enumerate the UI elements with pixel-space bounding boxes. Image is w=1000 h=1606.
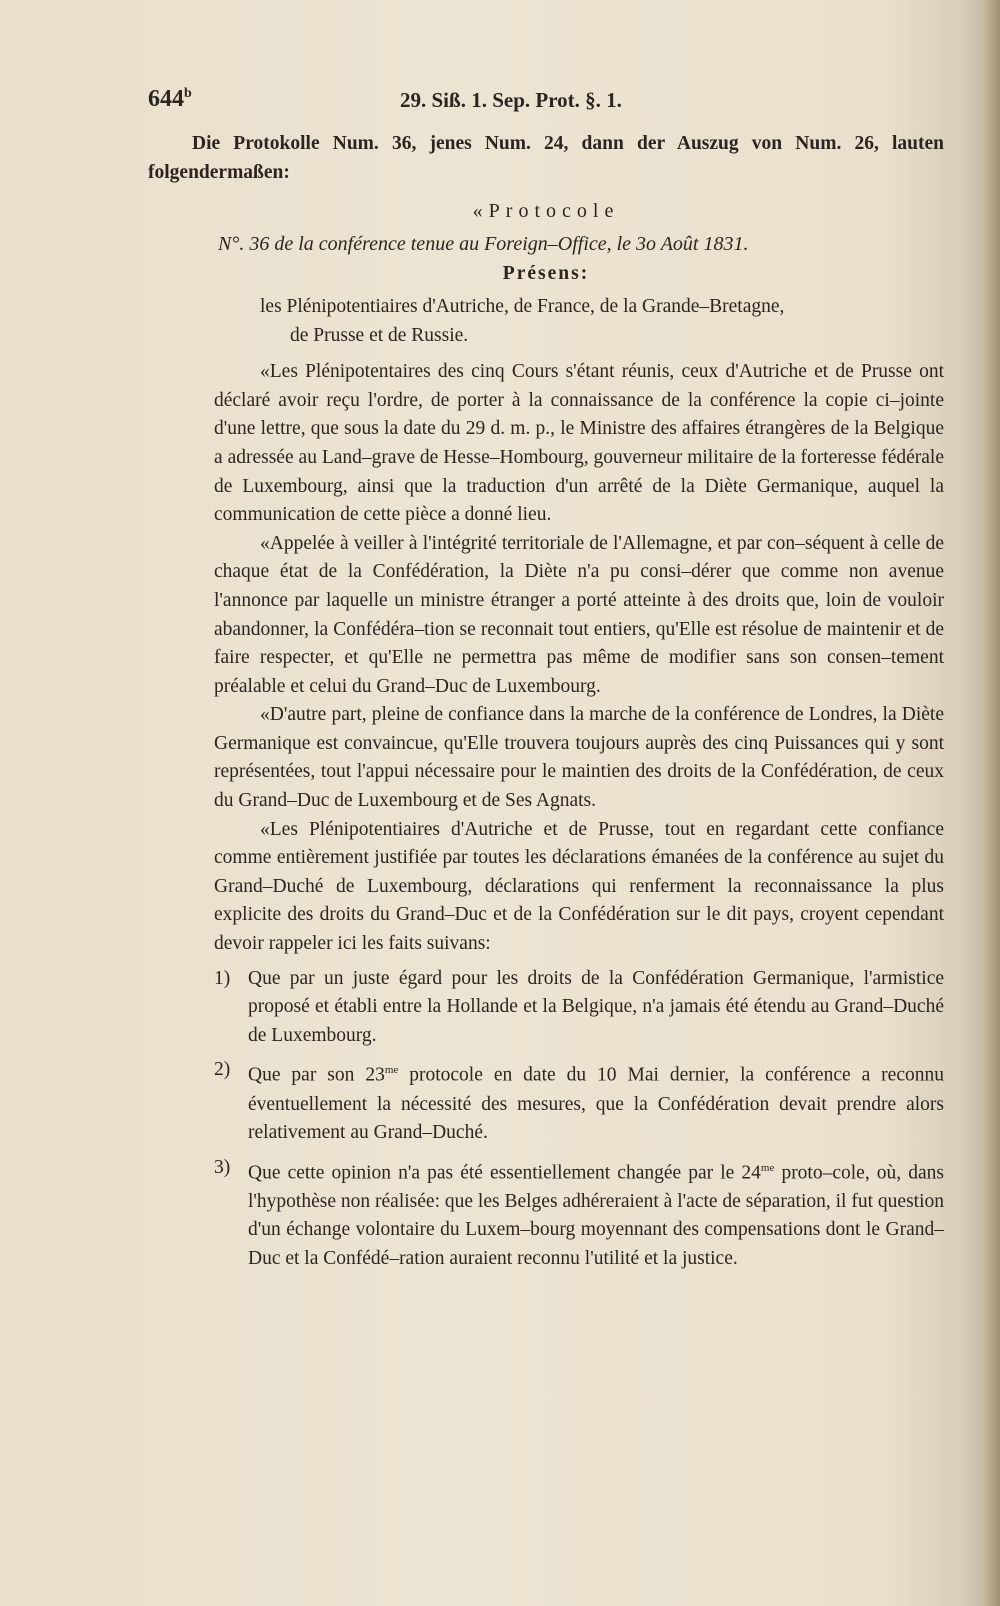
presens-heading: Présens:	[502, 263, 590, 285]
attendees-list	[260, 293, 944, 350]
paragraph: «Appelée à veiller à l'intégrité territoriale de l'Allemagne, et par con–séquent à celle de chaque état de la Confédération, la Diète n'a pu consi–dérer que comme non avenue l'annonce par laquelle un ministre étranger a porté atteinte à des droits que, loin de vouloir abandonner, la Confédéra–tion se reconnait tout entiers, qu'Elle est résolue de maintenir et de faire respecter, et qu'Elle ne permettra pas même de modifier sans son consen–tement préalable et celui du Grand–Duc de Luxembourg.	[214, 532, 944, 697]
paragraph: «Les Plénipotentiaires d'Autriche et de Prusse, tout en regardant cette confiance comme entièrement justifiée par toutes les déclarations émanées de la conférence au sujet du Grand–Duché de Luxembourg, déclarations qui renferment la reconnaissance la plus explicite des droits du Grand–Duc et de la Confédération sur le dit pays, croyent cependant devoir rappeler ici les faits suivans:	[214, 818, 944, 955]
list-item-text: Que par un juste égard pour les droits de la Confédération Germanique, l'armistice proposé et établi entre la Hollande et la Belgique, n'a jamais été étendu au Grand–Duché de Luxembourg.	[248, 967, 944, 1046]
page-number: 644$^b$	[148, 86, 192, 112]
body-text	[148, 130, 944, 1280]
list-item-text: Que cette opinion n'a pas été essentiellement changée par le $24^{me}$ proto–cole, où, dans l'hypothèse non réalisée: que les Belges adhéreraient à l'acte de séparation, il fut question d'un échange volontaire du Luxem–bourg moyennant des compensations dont le Grand–Duc et la Confédé–ration auraient reconnu l'utilité et la justice.	[248, 1161, 944, 1269]
list-item-number: 1)	[214, 967, 231, 989]
attendees-line-2: de Prusse et de Russie.	[290, 324, 469, 346]
page-edge	[982, 0, 1000, 1606]
page-number-suffix: b	[184, 86, 192, 101]
intro-paragraph: Die Protokolle Num. 36, jenes Num. 24, dann der Auszug von Num. 26, lauten folgendermaßen:	[148, 133, 944, 183]
numbered-list	[214, 965, 944, 1274]
protocol-title: «Protocole	[472, 200, 620, 223]
paragraph: «D'autre part, pleine de confiance dans la marche de la conférence de Londres, la Diète Germanique est convaincue, qu'Elle trouvera toujours auprès des cinq Puissances qui y sont représentées, tout l'appui nécessaire pour le maintien des droits de la Confédération, de ceux du Grand–Duc de Luxembourg et de Ses Agnats.	[214, 704, 944, 812]
list-item	[214, 1154, 944, 1274]
list-item	[214, 1056, 944, 1147]
list-item-text: Que par son $23^{me}$ protocole en date du 10 Mai dernier, la conférence a reconnu éventuellement la nécessité des mesures, que la Confédération devait prendre alors relativement au Grand–Duché.	[248, 1064, 944, 1144]
running-head: 29. Siß. 1. Sep. Prot. §. 1.	[400, 88, 622, 112]
paragraph: «Les Plénipotentaires des cinq Cours s'étant réunis, ceux d'Autriche et de Prusse ont déclaré avoir reçu l'ordre, de porter à la connaissance de la conférence la copie ci–jointe d'une lettre, que sous la date du 29 d. m. p., le Ministre des affaires étrangères de la Belgique a adressée au Land–grave de Hesse–Hombourg, gouverneur militaire de la forteresse fédérale de Luxembourg, ainsi que la traduction d'un arrêté de la Diète Germanique, auquel la communication de cette pièce a donné lieu.	[214, 361, 944, 526]
page-header	[148, 86, 928, 126]
protocol-subtitle: N°. 36 de la conférence tenue au Foreign–Office, le 3o Août 1831.	[218, 232, 749, 255]
attendees-line-1: les Plénipotentiaires d'Autriche, de France, de la Grande–Bretagne,	[260, 295, 785, 317]
list-item-number: 3)	[214, 1156, 231, 1178]
list-item-number: 2)	[214, 1059, 231, 1081]
list-item	[214, 965, 944, 1051]
